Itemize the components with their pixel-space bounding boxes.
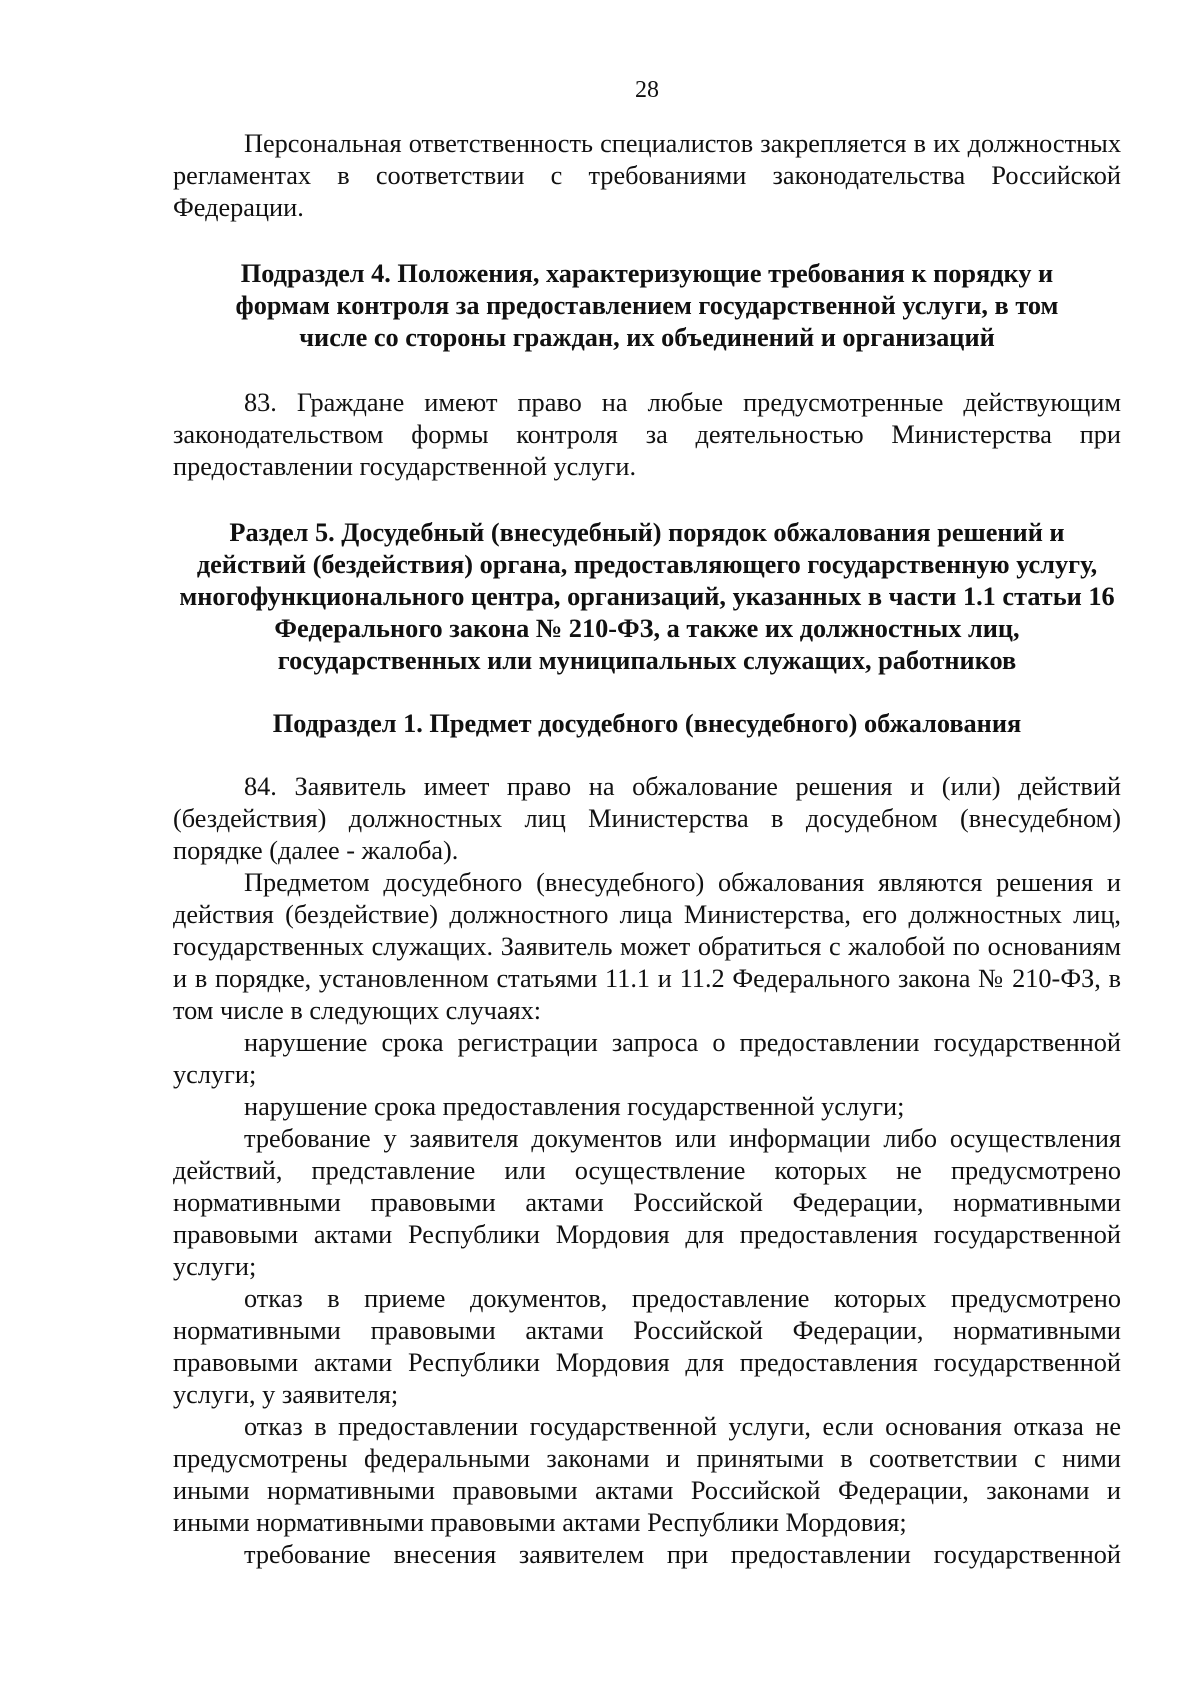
paragraph-83: 83. Граждане имеют право на любые предусмотренные действующим законодательством формы контроля за деятельностью Министерства при предоставлении государственной услуги.: [173, 388, 1121, 481]
list-item-refusal-acceptance: отказ в приеме документов, предоставление которых предусмотрено нормативными правовыми актами Российской Федерации, нормативными правовыми актами Республики Мордовия для предоставления государственной услуги, у заявителя;: [173, 1284, 1121, 1409]
heading-subsection-1: Подраздел 1. Предмет досудебного (внесудебного) обжалования: [272, 709, 1022, 738]
heading-subsection-4: Подраздел 4. Положения, характеризующие требования к порядку и формам контроля за предоставлением государственной услуги, в том числе со стороны граждан, их объединений и организаций: [235, 259, 1059, 352]
paragraph-subject-of-appeal: Предметом досудебного (внесудебного) обжалования являются решения и действия (бездействие) должностного лица Министерства, его должностных лиц, государственных служащих. Заявитель может обратиться с жалобой по основаниям и в порядке, установленном статьями 11.1 и 11.2 Федерального закона № 210-ФЗ, в том числе в следующих случаях:: [173, 868, 1121, 1025]
paragraph-personal-responsibility: Персональная ответственность специалистов закрепляется в их должностных регламентах в соответствии с требованиями законодательства Российской Федерации.: [173, 129, 1121, 222]
list-item-registration-deadline: нарушение срока регистрации запроса о предоставлении государственной услуги;: [173, 1028, 1121, 1089]
list-item-extra-documents: требование у заявителя документов или информации либо осуществления действий, представление или осуществление которых не предусмотрено нормативными правовыми актами Российской Федерации, нормативными правовыми актами Республики Мордовия для предоставления государственной услуги;: [173, 1124, 1121, 1281]
list-item-refusal-service: отказ в предоставлении государственной услуги, если основания отказа не предусмотрены федеральными законами и принятыми в соответствии с ними иными нормативными правовыми актами Российской Федерации, законами и иными нормативными правовыми актами Республики Мордовия;: [173, 1412, 1121, 1537]
page-content: [173, 128, 1121, 1571]
list-item-service-deadline: нарушение срока предоставления государственной услуги;: [244, 1092, 905, 1121]
paragraph-84: 84. Заявитель имеет право на обжалование решения и (или) действий (бездействия) должностных лиц Министерства в досудебном (внесудебном) порядке (далее - жалоба).: [173, 772, 1121, 865]
heading-section-5: Раздел 5. Досудебный (внесудебный) порядок обжалования решений и действий (бездействия) органа, предоставляющего государственную услугу, многофункционального центра, организаций, указанных в части 1.1 статьи 16 Федерального закона № 210-ФЗ, а также их должностных лиц, государственных или муниципальных служащих, работников: [179, 518, 1115, 675]
page-number: 28: [635, 77, 659, 103]
list-item-fee-requirement: требование внесения заявителем при предоставлении государственной: [244, 1540, 1121, 1569]
